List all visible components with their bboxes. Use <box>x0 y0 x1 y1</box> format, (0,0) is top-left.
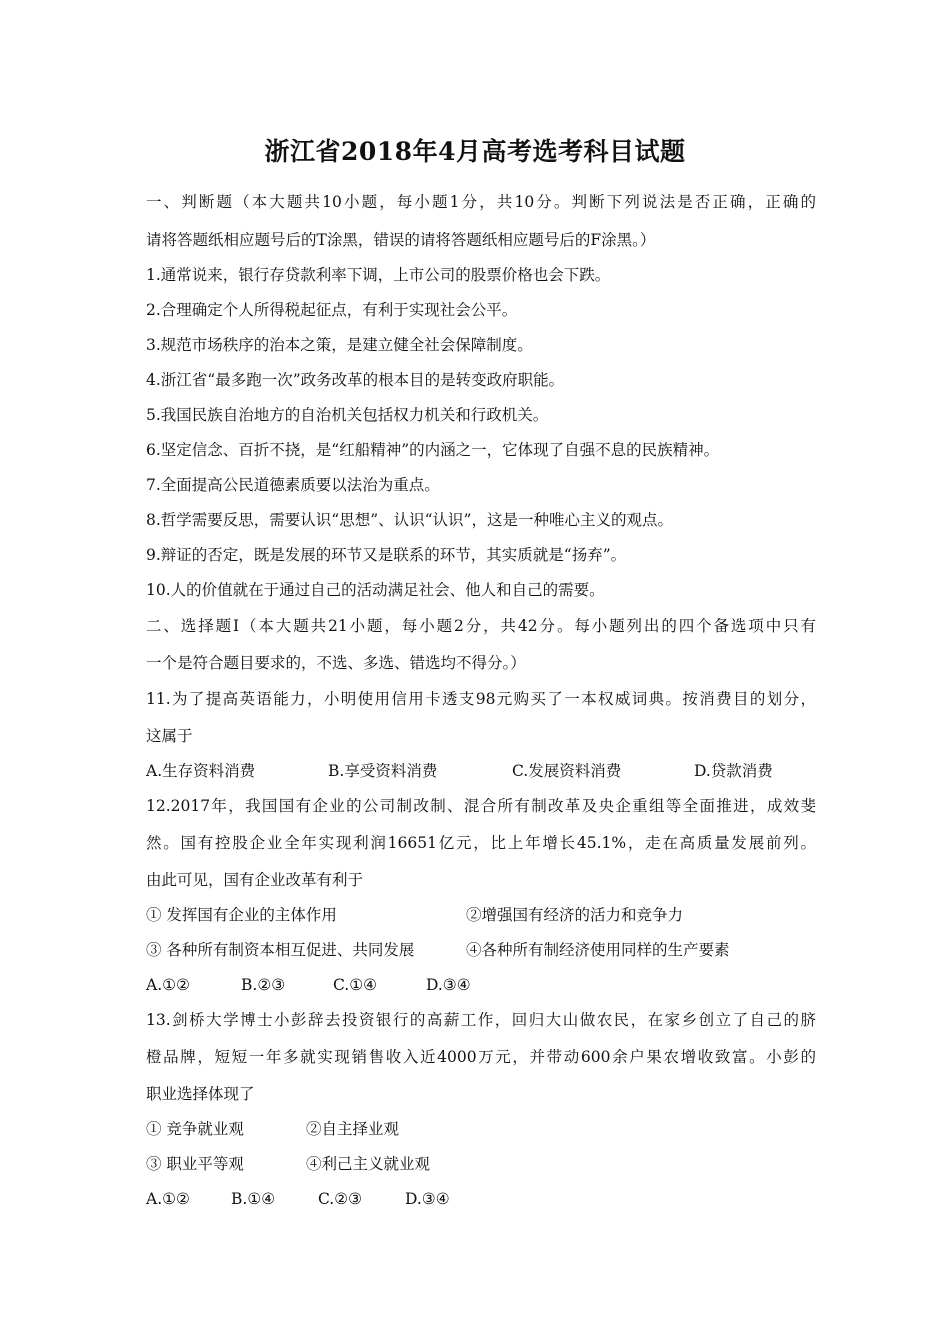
question-10: 10.人的价值就在于通过自己的活动满足社会、他人和自己的需要。 <box>146 581 605 599</box>
question-11-option-a: A.生存资料消费 <box>146 762 256 780</box>
question-13-option-a: A.①② <box>146 1190 190 1208</box>
question-11-stem-line1: 11.为了提高英语能力，小明使用信用卡透支98元购买了一本权威词典。按消费目的划分， <box>146 690 816 708</box>
question-7: 7.全面提高公民道德素质要以法治为重点。 <box>146 476 440 494</box>
question-13-statement-4: ④利己主义就业观 <box>306 1155 431 1173</box>
question-1: 1.通常说来，银行存贷款利率下调，上市公司的股票价格也会下跌。 <box>146 266 611 284</box>
section2-header-line2: 一个是符合题目要求的，不选、多选、错选均不得分。） <box>146 654 526 672</box>
exam-title: 浙江省2018年4月高考选考科目试题 <box>264 137 686 166</box>
question-13-statement-3: ③ 职业平等观 <box>146 1155 244 1173</box>
question-12-statement-1: ① 发挥国有企业的主体作用 <box>146 906 337 924</box>
section1-header-line1: 一、判断题（本大题共10小题，每小题1分，共10分。判断下列说法是否正确，正确的 <box>146 193 816 211</box>
question-13-stem-line2: 橙品牌，短短一年多就实现销售收入近4000万元，并带动600余户果农增收致富。小彭的 <box>146 1048 816 1066</box>
question-12-option-d: D.③④ <box>426 976 471 994</box>
question-12-stem-line2: 然。国有控股企业全年实现利润16651亿元，比上年增长45.1%，走在高质量发展前列。 <box>146 834 816 852</box>
question-4: 4.浙江省“最多跑一次”政务改革的根本目的是转变政府职能。 <box>146 371 565 389</box>
question-13-stem-line1: 13.剑桥大学博士小彭辞去投资银行的高薪工作，回归大山做农民，在家乡创立了自己的脐 <box>146 1011 816 1029</box>
question-13-option-d: D.③④ <box>405 1190 450 1208</box>
question-12-option-c: C.①④ <box>333 976 378 994</box>
section1-header-line2: 请将答题纸相应题号后的T涂黑，错误的请将答题纸相应题号后的F涂黑。） <box>146 231 656 249</box>
question-13-statement-2: ②自主择业观 <box>306 1120 400 1138</box>
question-12-option-b: B.②③ <box>241 976 286 994</box>
question-11-stem-line2: 这属于 <box>146 727 193 745</box>
question-11-option-b: B.享受资料消费 <box>328 762 438 780</box>
question-12-statement-3: ③ 各种所有制资本相互促进、共同发展 <box>146 941 415 959</box>
question-3: 3.规范市场秩序的治本之策，是建立健全社会保障制度。 <box>146 336 533 354</box>
question-13-stem-line3: 职业选择体现了 <box>146 1085 255 1103</box>
question-13-option-b: B.①④ <box>231 1190 276 1208</box>
question-11-option-c: C.发展资料消费 <box>512 762 622 780</box>
question-12-statement-4: ④各种所有制经济使用同样的生产要素 <box>466 941 730 959</box>
question-2: 2.合理确定个人所得税起征点，有利于实现社会公平。 <box>146 301 518 319</box>
question-5: 5.我国民族自治地方的自治机关包括权力机关和行政机关。 <box>146 406 549 424</box>
question-12-option-a: A.①② <box>146 976 190 994</box>
question-11-option-d: D.贷款消费 <box>694 762 773 780</box>
question-8: 8.哲学需要反思，需要认识“思想”、认识“认识”，这是一种唯心主义的观点。 <box>146 511 673 529</box>
section2-header-line1: 二、选择题Ⅰ（本大题共21小题，每小题2分，共42分。每小题列出的四个备选项中只有 <box>146 617 816 635</box>
question-13-statement-1: ① 竞争就业观 <box>146 1120 244 1138</box>
question-6: 6.坚定信念、百折不挠，是“红船精神”的内涵之一，它体现了自强不息的民族精神。 <box>146 441 720 459</box>
question-12-statement-2: ②增强国有经济的活力和竞争力 <box>466 906 684 924</box>
question-9: 9.辩证的否定，既是发展的环节又是联系的环节，其实质就是“扬弃”。 <box>146 546 627 564</box>
question-12-stem-line3: 由此可见，国有企业改革有利于 <box>146 871 364 889</box>
question-12-stem-line1: 12.2017年，我国国有企业的公司制改制、混合所有制改革及央企重组等全面推进，成效斐 <box>146 797 816 815</box>
question-13-option-c: C.②③ <box>318 1190 363 1208</box>
